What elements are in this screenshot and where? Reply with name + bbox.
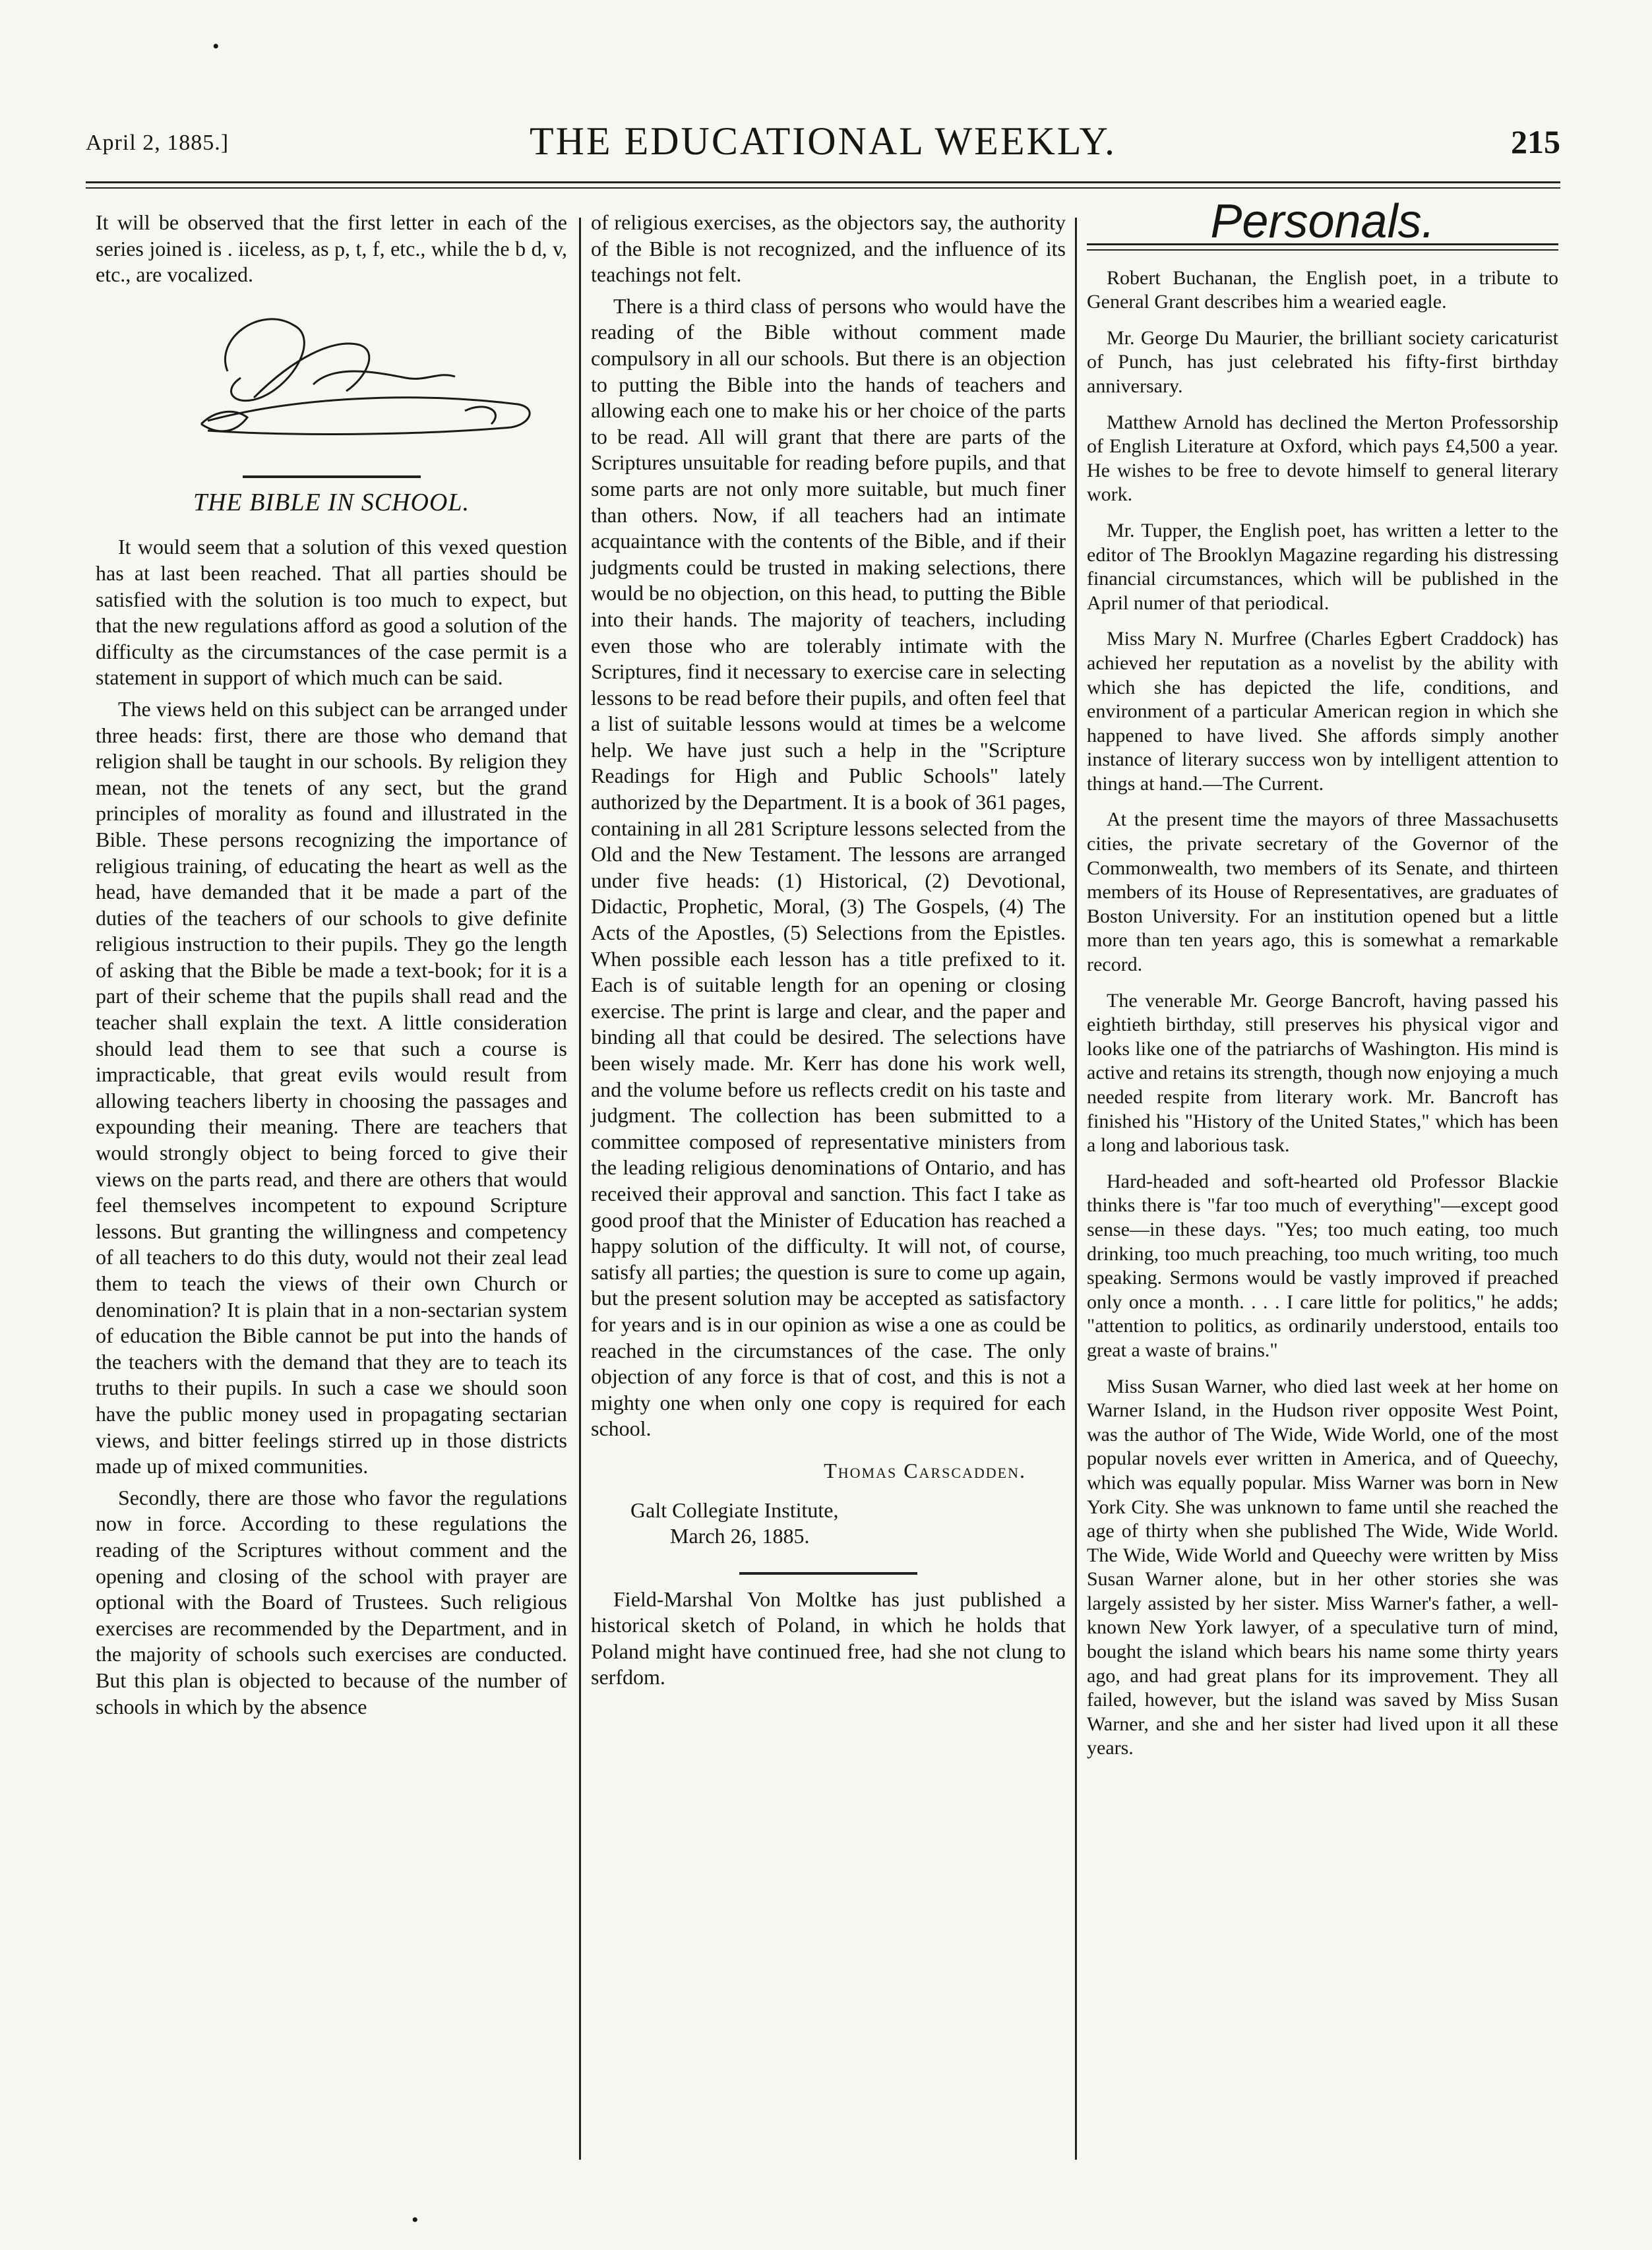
issue-date: April 2, 1885.] bbox=[86, 131, 229, 155]
column-divider-2 bbox=[1075, 218, 1077, 2160]
signature-flourish-svg bbox=[96, 299, 567, 464]
personal-item: Hard-headed and soft-hearted old Professor Blackie thinks there is "far too much of everything"—except good sense—in these days. "Yes; too much eating, too much drinking, too much preaching, too much writing, too much speaking. Sermons would be vastly improved if preached only once a month. . . . I care little for politics," he adds; "attention to politics, as ordinarily understood, entails too great a waste of brains." bbox=[1087, 1170, 1558, 1361]
personal-item: Robert Buchanan, the English poet, in a tribute to General Grant describes him a wearied eagle. bbox=[1087, 266, 1558, 313]
column-3 bbox=[1087, 195, 1558, 1773]
signature-flourish bbox=[96, 299, 567, 464]
section-heading: Personals. bbox=[1210, 195, 1435, 248]
author-signature: Thomas Carscadden. bbox=[824, 1458, 1026, 1482]
header-rule bbox=[86, 181, 1560, 183]
column-2 bbox=[591, 210, 1066, 1696]
page-speck: • bbox=[212, 36, 220, 57]
page-number: 215 bbox=[1511, 123, 1560, 160]
personal-item: At the present time the mayors of three Massachusetts cities, the private secretary of the Governor of the Commonwealth, two members of its Senate, and thirteen members of its House of Representatives, are graduates of Boston University. For an institution opened but a little more than ten years ago, this is somewhat a remarkable record. bbox=[1087, 808, 1558, 976]
paragraph: Field-Marshal Von Moltke has just published a historical sketch of Poland, in which he holds that Poland might have continued free, had she not clung to serfdom. bbox=[591, 1587, 1066, 1689]
paragraph: It would seem that a solution of this vexed question has at last been reached. That all parties should be satisfied with the solution is too much to expect, but that the new regulations afford as good a solution of the difficulty as the circumstances of the case permit is a statement in support of which much can be said. bbox=[96, 535, 567, 690]
personal-item: Miss Susan Warner, who died last week at her home on Warner Island, in the Hudson river opposite West Point, was the author of The Wide, Wide World, one of the most popular novels ever written in America, and of Queechy, which was equally popular. Miss Warner was born in New York City. She was unknown to fame until she reached the age of thirty when she published The Wide, Wide World. The Wide, Wide World and Queechy were written by Miss Susan Warner alone, but in her other stories she was largely assisted by her sister. Miss Warner's father, a well-known New York lawyer, of a speculative turn of mind, bought the island which bears his name some thirty years ago, and had great plans for its improvement. They all failed, however, but the island was saved by Miss Susan Warner, and she and her sister had lived upon it all these years. bbox=[1087, 1375, 1558, 1759]
letter-date: March 26, 1885. bbox=[670, 1524, 810, 1548]
personal-item: Miss Mary N. Murfree (Charles Egbert Craddock) has achieved her reputation as a novelist by the ability with which she has depicted the life, conditions, and environment of a particular American region in which she happened to have lived. She affords simply another instance of literary success won by intelligent attention to things at hand.—The Current. bbox=[1087, 628, 1558, 795]
column-1 bbox=[96, 210, 567, 1725]
article-heading: THE BIBLE IN SCHOOL. bbox=[193, 488, 470, 516]
personal-item: The venerable Mr. George Bancroft, having passed his eightieth birthday, still preserves his physical vigor and looks like one of the patriarchs of Washington. His mind is active and retains its strength, though now enjoying a much needed respite from literary work. Mr. Bancroft has finished his "History of the United States," which has been a long and laborious task. bbox=[1087, 989, 1558, 1157]
paragraph: of religious exercises, as the objectors say, the authority of the Bible is not recognized, and the influence of its teachings not felt. bbox=[591, 210, 1066, 287]
header-rule-thin bbox=[86, 187, 1560, 189]
personal-item: Matthew Arnold has declined the Merton Professorship of English Literature at Oxford, which pays £4,500 a year. He wishes to be free to devote himself to general literary work. bbox=[1087, 411, 1558, 506]
paragraph: Secondly, there are those who favor the regulations now in force. According to these regulations the reading of the Scriptures without comment and the opening and closing of the school with prayer are optional with the Board of Trustees. Such religious exercises are recommended by the Department, and in the majority of schools such exercises are conducted. But this plan is objected to because of the number of schools in which by the absence bbox=[96, 1485, 567, 1718]
author-affiliation: Galt Collegiate Institute, bbox=[630, 1498, 839, 1522]
paragraph: It will be observed that the first letter in each of the series joined is . iiceless, as p, t, f, etc., while the b d, v, etc., are vocalized. bbox=[96, 210, 567, 287]
page-header bbox=[86, 119, 1560, 171]
column-divider-1 bbox=[579, 218, 581, 2160]
journal-title: THE EDUCATIONAL WEEKLY. bbox=[529, 119, 1117, 163]
personal-item: Mr. Tupper, the English poet, has written a letter to the editor of The Brooklyn Magazine regarding his distressing financial circumstances, which will be published in the April numer of that periodical. bbox=[1087, 519, 1558, 614]
paragraph: The views held on this subject can be arranged under three heads: first, there are those who demand that religion shall be taught in our schools. By religion they mean, not the tenets of any sect, but the grand principles of morality as found and illustrated in the Bible. These persons recognizing the importance of religious training, of educating the heart as well as the head, have demanded that it be made a part of the duties of the teachers of our schools to give definite religious instruction to their pupils. They go the length of asking that the Bible be made a text-book; for it is a part of their scheme that the pupils shall read and the teacher shall explain the text. A little consideration should lead them to see that such a course is impracticable, that great evils would result from allowing teachers liberty in choosing the passages and expounding their meaning. There are teachers that would strongly object to being forced to give their views on the parts read, and there are others that would feel themselves incompetent to expound Scripture lessons. But granting the willingness and competency of all teachers to do this duty, would not their zeal lead them to teach the views of their own Church or denomination? It is plain that in a non-sectarian system of education the Bible cannot be put into the hands of the teachers with the demand that they are to teach its truths to their pupils. In such a case we should soon have the public money used in propagating sectarian views, and bitter feelings stirred up in those districts made up of mixed communities. bbox=[96, 696, 567, 1478]
section-rule bbox=[739, 1572, 917, 1575]
personal-item: Mr. George Du Maurier, the brilliant society caricaturist of Punch, has just celebrated his fifty-first birthday anniversary. bbox=[1087, 326, 1558, 397]
page-speck: • bbox=[412, 2209, 419, 2231]
section-rule bbox=[243, 475, 421, 478]
paragraph: There is a third class of persons who would have the reading of the Bible without comment made compulsory in all our schools. But there is an objection to putting the Bible into the hands of teachers and allowing each one to make his or her choice of the parts to be read. All will grant that there are parts of the Scriptures unsuitable for reading before pupils, and that some parts are not only more suitable, but much finer than others. Now, if all teachers had an intimate acquaintance with the contents of the Bible, and if their judgments could be trusted in making selections, there would be no objection, on this head, to putting the Bible into their hands. The majority of teachers, including even those who are tolerably intimate with the Scriptures, find it necessary to exercise care in selecting lessons to be read before their pupils, and often feel that a list of suitable lessons would at times be a welcome help. We have just such a help in the "Scripture Readings for High and Public Schools" lately authorized by the Department. It is a book of 361 pages, containing in all 281 Scripture lessons selected from the Old and the New Testament. The lessons are arranged under five heads: (1) Historical, (2) Devotional, Didactic, Prophetic, Moral, (3) The Gospels, (4) The Acts of the Apostles, (5) Selections from the Epistles. When possible each lesson has a title prefixed to it. Each is of suitable length for an opening or closing exercise. The print is large and clear, and the paper and binding all that could be desired. The selections have been wisely made. Mr. Kerr has done his work well, and the volume before us reflects credit on his taste and judgment. The collection has been submitted to a committee composed of representative ministers from the leading religious denominations of Ontario, and has received their approval and sanction. This fact I take as good proof that the Minister of Education has reached a happy solution of the difficulty. It will not, of course, satisfy all parties; the question is sure to come up again, but the present solution may be accepted as satisfactory for years and is in our opinion as wise a one as could be reached in the circumstances of the case. The only objection of any force is that of cost, and this is not a mighty one when only one copy is required for each school. bbox=[591, 293, 1066, 1441]
